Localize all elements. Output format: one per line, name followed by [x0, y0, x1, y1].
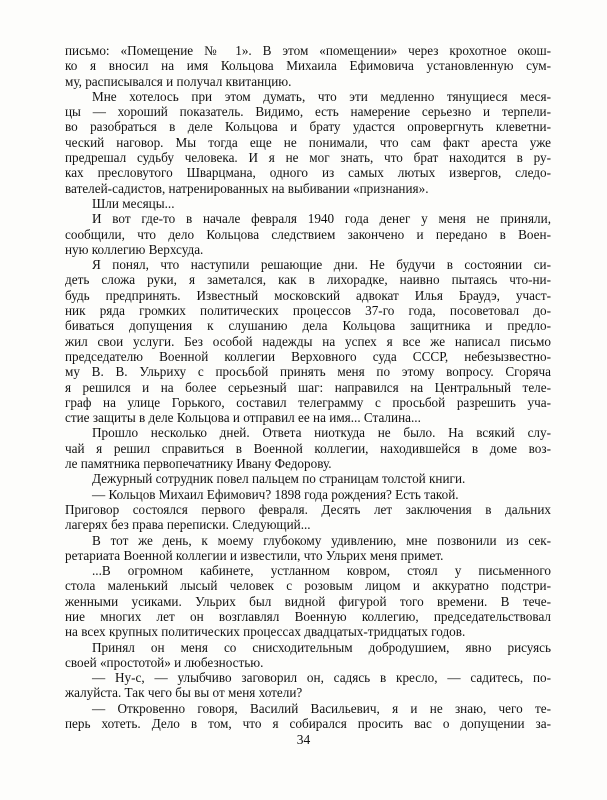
- text-line: я решился и на более серьезный шаг: направился на Центральный теле-: [65, 379, 551, 395]
- text-line: биваться допущения к слушанию дела Кольцова защитника и предло-: [65, 318, 551, 334]
- text-line: Приговор состоялся первого февраля. Десять лет заключения в дальних: [65, 501, 551, 517]
- text-line: перь хотеть. Дело в том, что я собирался просить вас о допущении за-: [65, 716, 551, 732]
- text-line: ...В огромном кабинете, устланном ковром, стоял у письменного: [92, 563, 551, 579]
- text-line: Мне хотелось при этом думать, что эти медленно тянущиеся меся-: [92, 88, 551, 104]
- text-line: председателю Военной коллегии Верховного суда СССР, небезызвестно-: [65, 348, 551, 364]
- text-line: И вот где-то в начале февраля 1940 года денег у меня не приняли,: [92, 211, 551, 227]
- text-line: предрешал судьбу человека. И я не мог знать, что брат находится в ру-: [65, 150, 551, 166]
- text-line: ние многих лет он возглавлял Военную коллегию, председательствовал: [65, 608, 551, 624]
- text-line: му В. В. Ульриху с просьбой принять меня по этому вопросу. Сгоряча: [65, 364, 551, 380]
- text-line: граф на улице Горького, составил телеграмму с просьбой разрешить уча-: [65, 394, 551, 410]
- text-line: своей «простотой» и любезностью.: [65, 654, 264, 670]
- text-line: ретариата Военной коллегии и известили, что Ульрих меня примет.: [65, 547, 444, 563]
- text-line: вателей-садистов, натренированных на выбивании «признания».: [65, 180, 429, 196]
- text-line: ках пресловутого Шварцмана, одного из самых лютых извергов, следо-: [65, 165, 551, 181]
- text-line: стие защиты в деле Кольцова и отправил ее на имя... Сталина...: [65, 410, 421, 426]
- text-line: лагерях без права переписки. Следующий...: [65, 517, 311, 533]
- text-line: ле памятника первопечатнику Ивану Федорову.: [65, 456, 332, 472]
- text-line: сообщили, что дело Кольцова следствием закончено и передано в Воен-: [65, 226, 551, 242]
- text-line: ческий наговор. Мы тогда еще не понимали, что сам факт ареста уже: [65, 134, 551, 150]
- text-line: — Откровенно говоря, Василий Васильевич, я и не знаю, чего те-: [92, 700, 551, 716]
- text-line: ную коллегию Верхсуда.: [65, 241, 204, 257]
- text-line: — Ну-с, — улыбчиво заговорил он, садясь в кресло, — садитесь, по-: [92, 670, 551, 686]
- text-line: будь предпринять. Известный московский адвокат Илья Браудэ, участ-: [65, 287, 551, 303]
- text-line: ко я вносил на имя Кольцова Михаила Ефимовича установленную сум-: [65, 58, 551, 74]
- text-line: письмо: «Помещение № 1». В этом «помещении» через крохотное окош-: [65, 43, 551, 58]
- text-line: Принял он меня со снисходительным добродушием, явно рисуясь: [92, 639, 551, 655]
- page-text: [65, 43, 551, 731]
- text-line: В тот же день, к моему глубокому удивлению, мне позвонили из сек-: [92, 532, 551, 548]
- page-number: 34: [296, 732, 311, 747]
- text-line: чай я решил справиться в Военной коллегии, находившейся в доме воз-: [65, 440, 551, 456]
- text-line: — Кольцов Михаил Ефимович? 1898 года рождения? Есть такой.: [92, 486, 459, 502]
- text-line: ник ряда громких политических процессов 37-го года, посоветовал до-: [65, 303, 551, 319]
- text-line: деть сложа руки, я заметался, как в лихорадке, наивно пытаясь что-ни-: [65, 272, 551, 288]
- text-line: во разобраться в деле Кольцова и брату удастся опровергнуть клеветни-: [65, 119, 551, 135]
- text-line: жил свои услуги. Без особой надежды на успех я все же написал письмо: [65, 333, 551, 349]
- text-line: на всех крупных политических процессах двадцатых-тридцатых годов.: [65, 624, 466, 640]
- text-line: жалуйста. Так чего бы вы от меня хотели?: [65, 685, 303, 701]
- text-line: му, расписывался и получал квитанцию.: [65, 73, 292, 89]
- text-line: цы — хороший показатель. Видимо, есть намерение серьезно и терпели-: [65, 104, 551, 120]
- text-line: стола маленький лысый человек с розовым лицом и аккуратно подстри-: [65, 578, 551, 594]
- text-line: Шли месяцы...: [92, 195, 175, 211]
- text-line: женными усиками. Ульрих был видной фигурой того времени. В тече-: [65, 593, 551, 609]
- text-line: Дежурный сотрудник повел пальцем по страницам толстой книги.: [92, 471, 466, 487]
- text-line: Я понял, что наступили решающие дни. Не будучи в состоянии си-: [92, 257, 551, 273]
- text-line: Прошло несколько дней. Ответа ниоткуда не было. На всякий слу-: [92, 425, 551, 441]
